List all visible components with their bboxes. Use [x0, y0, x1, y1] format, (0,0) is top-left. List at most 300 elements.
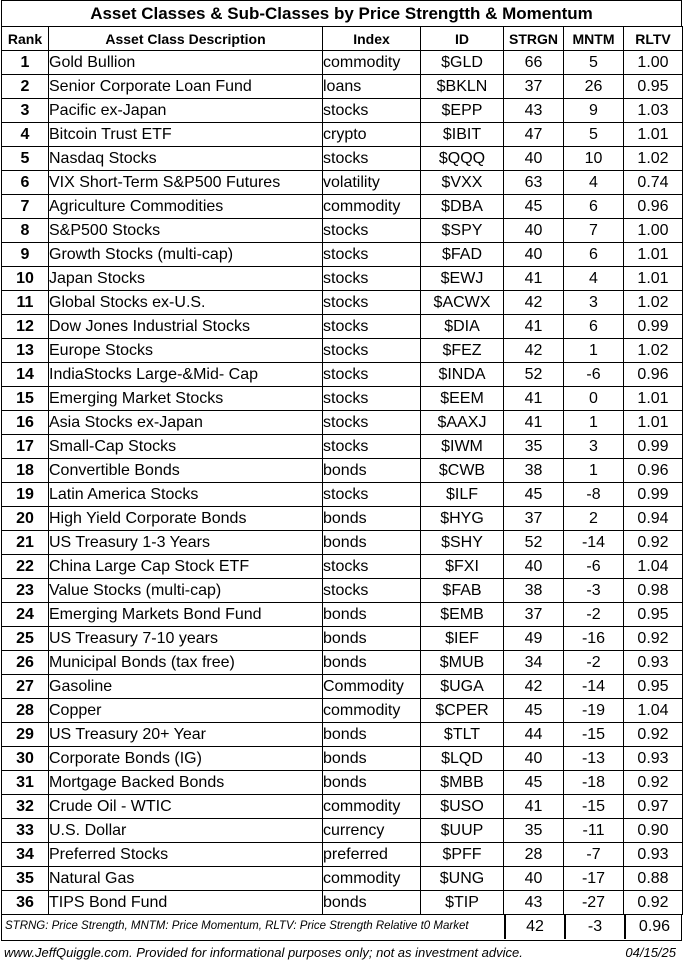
- table-row: [2, 579, 683, 603]
- strgn-cell: 41: [504, 411, 564, 435]
- rltv-cell: 0.92: [624, 891, 683, 915]
- table-row: [2, 339, 683, 363]
- strgn-cell: 44: [504, 723, 564, 747]
- table-row: [2, 555, 683, 579]
- index-cell: volatility: [323, 171, 421, 195]
- mntm-cell: 6: [564, 315, 624, 339]
- index-cell: stocks: [323, 483, 421, 507]
- mntm-cell: 5: [564, 51, 624, 75]
- rltv-cell: 1.03: [624, 99, 683, 123]
- table-row: [2, 507, 683, 531]
- mntm-cell: -15: [564, 795, 624, 819]
- table-row: [2, 603, 683, 627]
- mntm-cell: 6: [564, 243, 624, 267]
- rltv-cell: 0.88: [624, 867, 683, 891]
- index-cell: bonds: [323, 891, 421, 915]
- mntm-cell: 0: [564, 387, 624, 411]
- mntm-cell: -17: [564, 867, 624, 891]
- table-row: [2, 675, 683, 699]
- index-cell: Commodity: [323, 675, 421, 699]
- ticker-cell: $IWM: [421, 435, 504, 459]
- header-description: Asset Class Description: [49, 27, 323, 51]
- rank-cell: 7: [2, 195, 49, 219]
- mntm-cell: 1: [564, 339, 624, 363]
- index-cell: stocks: [323, 579, 421, 603]
- rank-cell: 22: [2, 555, 49, 579]
- rank-cell: 35: [2, 867, 49, 891]
- rank-cell: 9: [2, 243, 49, 267]
- rltv-cell: 0.93: [624, 651, 683, 675]
- index-cell: loans: [323, 75, 421, 99]
- index-cell: stocks: [323, 99, 421, 123]
- ticker-cell: $EMB: [421, 603, 504, 627]
- index-cell: stocks: [323, 555, 421, 579]
- strgn-cell: 37: [504, 603, 564, 627]
- index-cell: stocks: [323, 387, 421, 411]
- ticker-cell: $CWB: [421, 459, 504, 483]
- strgn-cell: 35: [504, 435, 564, 459]
- ticker-cell: $FEZ: [421, 339, 504, 363]
- mntm-cell: -3: [564, 579, 624, 603]
- rank-cell: 17: [2, 435, 49, 459]
- ticker-cell: $BKLN: [421, 75, 504, 99]
- index-cell: stocks: [323, 267, 421, 291]
- table-row: [2, 411, 683, 435]
- mntm-cell: 10: [564, 147, 624, 171]
- table-row: [2, 387, 683, 411]
- rank-cell: 12: [2, 315, 49, 339]
- strgn-cell: 37: [504, 75, 564, 99]
- table-row: [2, 51, 683, 75]
- strgn-cell: 40: [504, 243, 564, 267]
- table-row: [2, 723, 683, 747]
- ticker-cell: $USO: [421, 795, 504, 819]
- index-cell: crypto: [323, 123, 421, 147]
- strgn-cell: 40: [504, 219, 564, 243]
- header-rank: Rank: [2, 27, 49, 51]
- index-cell: bonds: [323, 651, 421, 675]
- mntm-cell: -16: [564, 627, 624, 651]
- header-rltv: RLTV: [624, 27, 683, 51]
- ticker-cell: $SHY: [421, 531, 504, 555]
- mntm-cell: -6: [564, 363, 624, 387]
- table-row: [2, 243, 683, 267]
- index-cell: commodity: [323, 795, 421, 819]
- rank-cell: 30: [2, 747, 49, 771]
- ticker-cell: $SPY: [421, 219, 504, 243]
- strgn-cell: 47: [504, 123, 564, 147]
- strgn-cell: 52: [504, 363, 564, 387]
- strgn-cell: 35: [504, 819, 564, 843]
- description-cell: Convertible Bonds: [49, 459, 323, 483]
- index-cell: bonds: [323, 627, 421, 651]
- description-cell: IndiaStocks Large-&Mid- Cap: [49, 363, 323, 387]
- site-disclaimer: www.JeffQuiggle.com. Provided for informational purposes only; not as investment advice.: [4, 945, 523, 960]
- index-cell: stocks: [323, 147, 421, 171]
- ticker-cell: $FXI: [421, 555, 504, 579]
- mntm-cell: -7: [564, 843, 624, 867]
- rltv-cell: 0.96: [624, 195, 683, 219]
- mntm-cell: -27: [564, 891, 624, 915]
- description-cell: S&P500 Stocks: [49, 219, 323, 243]
- mntm-cell: 4: [564, 171, 624, 195]
- strgn-cell: 28: [504, 843, 564, 867]
- description-cell: Bitcoin Trust ETF: [49, 123, 323, 147]
- rank-cell: 18: [2, 459, 49, 483]
- strgn-cell: 43: [504, 99, 564, 123]
- rltv-cell: 1.01: [624, 267, 683, 291]
- header-index: Index: [323, 27, 421, 51]
- strgn-cell: 40: [504, 147, 564, 171]
- header-row: [2, 27, 683, 51]
- index-cell: stocks: [323, 291, 421, 315]
- table-row: [2, 483, 683, 507]
- mntm-cell: 5: [564, 123, 624, 147]
- ticker-cell: $DIA: [421, 315, 504, 339]
- rltv-cell: 0.99: [624, 435, 683, 459]
- table-row: [2, 627, 683, 651]
- strgn-cell: 43: [504, 891, 564, 915]
- mntm-cell: -19: [564, 699, 624, 723]
- table-row: [2, 123, 683, 147]
- rltv-cell: 0.99: [624, 483, 683, 507]
- index-cell: bonds: [323, 723, 421, 747]
- rank-cell: 24: [2, 603, 49, 627]
- rltv-cell: 0.74: [624, 171, 683, 195]
- ticker-cell: $INDA: [421, 363, 504, 387]
- rltv-cell: 1.02: [624, 291, 683, 315]
- table-body: [2, 51, 683, 915]
- mntm-cell: -6: [564, 555, 624, 579]
- table-row: [2, 867, 683, 891]
- description-cell: Mortgage Backed Bonds: [49, 771, 323, 795]
- rank-cell: 33: [2, 819, 49, 843]
- ticker-cell: $GLD: [421, 51, 504, 75]
- sheet-title: Asset Classes & Sub-Classes by Price Strengtth & Momentum: [1, 0, 682, 26]
- rltv-cell: 0.98: [624, 579, 683, 603]
- ticker-cell: $MUB: [421, 651, 504, 675]
- rank-cell: 13: [2, 339, 49, 363]
- rank-cell: 4: [2, 123, 49, 147]
- index-cell: commodity: [323, 195, 421, 219]
- strgn-cell: 42: [504, 339, 564, 363]
- ticker-cell: $AAXJ: [421, 411, 504, 435]
- ticker-cell: $EEM: [421, 387, 504, 411]
- ticker-cell: $DBA: [421, 195, 504, 219]
- strgn-cell: 40: [504, 867, 564, 891]
- ticker-cell: $QQQ: [421, 147, 504, 171]
- description-cell: US Treasury 7-10 years: [49, 627, 323, 651]
- strgn-cell: 40: [504, 555, 564, 579]
- description-cell: Growth Stocks (multi-cap): [49, 243, 323, 267]
- table-row: [2, 75, 683, 99]
- rank-cell: 21: [2, 531, 49, 555]
- ticker-cell: $FAD: [421, 243, 504, 267]
- mntm-cell: 3: [564, 291, 624, 315]
- strgn-cell: 34: [504, 651, 564, 675]
- index-cell: bonds: [323, 603, 421, 627]
- ticker-cell: $PFF: [421, 843, 504, 867]
- table-row: [2, 147, 683, 171]
- strgn-cell: 41: [504, 315, 564, 339]
- strgn-cell: 41: [504, 795, 564, 819]
- disclaimer-row: [1, 941, 682, 963]
- ticker-cell: $FAB: [421, 579, 504, 603]
- strgn-cell: 38: [504, 579, 564, 603]
- mntm-cell: 1: [564, 459, 624, 483]
- description-cell: VIX Short-Term S&P500 Futures: [49, 171, 323, 195]
- ticker-cell: $LQD: [421, 747, 504, 771]
- description-cell: Preferred Stocks: [49, 843, 323, 867]
- mntm-cell: 7: [564, 219, 624, 243]
- table-row: [2, 291, 683, 315]
- mntm-cell: -15: [564, 723, 624, 747]
- rltv-cell: 1.04: [624, 699, 683, 723]
- mntm-cell: 26: [564, 75, 624, 99]
- description-cell: Small-Cap Stocks: [49, 435, 323, 459]
- ticker-cell: $ILF: [421, 483, 504, 507]
- strgn-cell: 49: [504, 627, 564, 651]
- table-row: [2, 435, 683, 459]
- ticker-cell: $ACWX: [421, 291, 504, 315]
- ticker-cell: $UGA: [421, 675, 504, 699]
- strgn-cell: 45: [504, 771, 564, 795]
- strgn-cell: 45: [504, 195, 564, 219]
- table-row: [2, 219, 683, 243]
- rank-cell: 20: [2, 507, 49, 531]
- rank-cell: 19: [2, 483, 49, 507]
- table-row: [2, 699, 683, 723]
- table-row: [2, 363, 683, 387]
- report-date: 04/15/25: [625, 945, 676, 960]
- strgn-cell: 63: [504, 171, 564, 195]
- rltv-cell: 1.01: [624, 123, 683, 147]
- rank-cell: 28: [2, 699, 49, 723]
- description-cell: Europe Stocks: [49, 339, 323, 363]
- strgn-cell: 45: [504, 483, 564, 507]
- rltv-cell: 0.93: [624, 747, 683, 771]
- mntm-cell: 1: [564, 411, 624, 435]
- rank-cell: 14: [2, 363, 49, 387]
- description-cell: TIPS Bond Fund: [49, 891, 323, 915]
- table-row: [2, 891, 683, 915]
- strgn-cell: 52: [504, 531, 564, 555]
- description-cell: Value Stocks (multi-cap): [49, 579, 323, 603]
- asset-class-sheet: [1, 0, 682, 963]
- table-row: [2, 747, 683, 771]
- description-cell: Asia Stocks ex-Japan: [49, 411, 323, 435]
- table-row: [2, 843, 683, 867]
- rltv-cell: 1.00: [624, 51, 683, 75]
- rltv-cell: 1.02: [624, 147, 683, 171]
- mntm-cell: -2: [564, 603, 624, 627]
- description-cell: Agriculture Commodities: [49, 195, 323, 219]
- description-cell: U.S. Dollar: [49, 819, 323, 843]
- mntm-cell: 6: [564, 195, 624, 219]
- description-cell: Gold Bullion: [49, 51, 323, 75]
- rltv-cell: 1.01: [624, 411, 683, 435]
- rank-cell: 23: [2, 579, 49, 603]
- rltv-cell: 0.99: [624, 315, 683, 339]
- table-row: [2, 771, 683, 795]
- description-cell: Emerging Market Stocks: [49, 387, 323, 411]
- index-cell: commodity: [323, 867, 421, 891]
- rank-cell: 8: [2, 219, 49, 243]
- header-id: ID: [421, 27, 504, 51]
- index-cell: bonds: [323, 747, 421, 771]
- strgn-cell: 38: [504, 459, 564, 483]
- index-cell: preferred: [323, 843, 421, 867]
- rank-cell: 31: [2, 771, 49, 795]
- legend-note: STRNG: Price Strength, MNTM: Price Momentum, RLTV: Price Strength Relative t0 Market: [5, 920, 469, 932]
- rank-cell: 26: [2, 651, 49, 675]
- rank-cell: 29: [2, 723, 49, 747]
- rank-cell: 34: [2, 843, 49, 867]
- description-cell: Dow Jones Industrial Stocks: [49, 315, 323, 339]
- strgn-cell: 45: [504, 699, 564, 723]
- description-cell: Gasoline: [49, 675, 323, 699]
- index-cell: stocks: [323, 411, 421, 435]
- strgn-cell: 41: [504, 267, 564, 291]
- description-cell: Japan Stocks: [49, 267, 323, 291]
- table-row: [2, 819, 683, 843]
- index-cell: commodity: [323, 699, 421, 723]
- description-cell: China Large Cap Stock ETF: [49, 555, 323, 579]
- table-row: [2, 315, 683, 339]
- rltv-cell: 0.92: [624, 723, 683, 747]
- rank-cell: 11: [2, 291, 49, 315]
- rank-cell: 36: [2, 891, 49, 915]
- description-cell: Pacific ex-Japan: [49, 99, 323, 123]
- ticker-cell: $IBIT: [421, 123, 504, 147]
- strgn-cell: 42: [504, 675, 564, 699]
- description-cell: Emerging Markets Bond Fund: [49, 603, 323, 627]
- table-row: [2, 651, 683, 675]
- rltv-cell: 0.96: [624, 363, 683, 387]
- ticker-cell: $TIP: [421, 891, 504, 915]
- rank-cell: 2: [2, 75, 49, 99]
- index-cell: stocks: [323, 363, 421, 387]
- rank-cell: 6: [2, 171, 49, 195]
- ticker-cell: $VXX: [421, 171, 504, 195]
- index-cell: bonds: [323, 507, 421, 531]
- ticker-cell: $UUP: [421, 819, 504, 843]
- ticker-cell: $MBB: [421, 771, 504, 795]
- description-cell: Global Stocks ex-U.S.: [49, 291, 323, 315]
- description-cell: Copper: [49, 699, 323, 723]
- rltv-cell: 0.92: [624, 771, 683, 795]
- rank-cell: 27: [2, 675, 49, 699]
- rltv-cell: 1.01: [624, 243, 683, 267]
- rltv-cell: 0.95: [624, 75, 683, 99]
- description-cell: Crude Oil - WTIC: [49, 795, 323, 819]
- rank-cell: 10: [2, 267, 49, 291]
- strgn-cell: 42: [504, 291, 564, 315]
- strgn-cell: 66: [504, 51, 564, 75]
- rltv-cell: 0.95: [624, 675, 683, 699]
- rltv-cell: 0.92: [624, 627, 683, 651]
- index-cell: currency: [323, 819, 421, 843]
- index-cell: stocks: [323, 339, 421, 363]
- header-strgn: STRGN: [504, 27, 564, 51]
- description-cell: Nasdaq Stocks: [49, 147, 323, 171]
- rltv-cell: 0.92: [624, 531, 683, 555]
- ticker-cell: $EPP: [421, 99, 504, 123]
- index-cell: stocks: [323, 243, 421, 267]
- table-row: [2, 195, 683, 219]
- rltv-cell: 0.95: [624, 603, 683, 627]
- avg-strgn: 42: [504, 915, 564, 939]
- rank-cell: 15: [2, 387, 49, 411]
- index-cell: bonds: [323, 771, 421, 795]
- description-cell: Municipal Bonds (tax free): [49, 651, 323, 675]
- strgn-cell: 40: [504, 747, 564, 771]
- mntm-cell: -18: [564, 771, 624, 795]
- description-cell: Latin America Stocks: [49, 483, 323, 507]
- mntm-cell: -14: [564, 531, 624, 555]
- description-cell: Natural Gas: [49, 867, 323, 891]
- mntm-cell: 4: [564, 267, 624, 291]
- description-cell: Corporate Bonds (IG): [49, 747, 323, 771]
- rltv-cell: 1.04: [624, 555, 683, 579]
- description-cell: Senior Corporate Loan Fund: [49, 75, 323, 99]
- rank-cell: 1: [2, 51, 49, 75]
- rank-cell: 16: [2, 411, 49, 435]
- index-cell: bonds: [323, 459, 421, 483]
- ticker-cell: $UNG: [421, 867, 504, 891]
- avg-mntm: -3: [564, 915, 624, 939]
- description-cell: High Yield Corporate Bonds: [49, 507, 323, 531]
- rank-cell: 5: [2, 147, 49, 171]
- mntm-cell: 9: [564, 99, 624, 123]
- index-cell: bonds: [323, 531, 421, 555]
- mntm-cell: 3: [564, 435, 624, 459]
- ticker-cell: $HYG: [421, 507, 504, 531]
- rank-cell: 25: [2, 627, 49, 651]
- ticker-cell: $EWJ: [421, 267, 504, 291]
- description-cell: US Treasury 1-3 Years: [49, 531, 323, 555]
- ticker-cell: $IEF: [421, 627, 504, 651]
- summary-row: [1, 915, 682, 941]
- rltv-cell: 1.01: [624, 387, 683, 411]
- rltv-cell: 0.94: [624, 507, 683, 531]
- strgn-cell: 41: [504, 387, 564, 411]
- table-row: [2, 99, 683, 123]
- rltv-cell: 0.97: [624, 795, 683, 819]
- table-row: [2, 459, 683, 483]
- index-cell: stocks: [323, 315, 421, 339]
- header-mntm: MNTM: [564, 27, 624, 51]
- description-cell: US Treasury 20+ Year: [49, 723, 323, 747]
- mntm-cell: -8: [564, 483, 624, 507]
- rltv-cell: 0.96: [624, 459, 683, 483]
- asset-class-table: [1, 26, 683, 915]
- index-cell: stocks: [323, 435, 421, 459]
- rank-cell: 3: [2, 99, 49, 123]
- table-row: [2, 795, 683, 819]
- ticker-cell: $TLT: [421, 723, 504, 747]
- table-row: [2, 531, 683, 555]
- mntm-cell: -13: [564, 747, 624, 771]
- mntm-cell: -11: [564, 819, 624, 843]
- ticker-cell: $CPER: [421, 699, 504, 723]
- rank-cell: 32: [2, 795, 49, 819]
- rltv-cell: 1.02: [624, 339, 683, 363]
- mntm-cell: 2: [564, 507, 624, 531]
- mntm-cell: -14: [564, 675, 624, 699]
- mntm-cell: -2: [564, 651, 624, 675]
- rltv-cell: 0.90: [624, 819, 683, 843]
